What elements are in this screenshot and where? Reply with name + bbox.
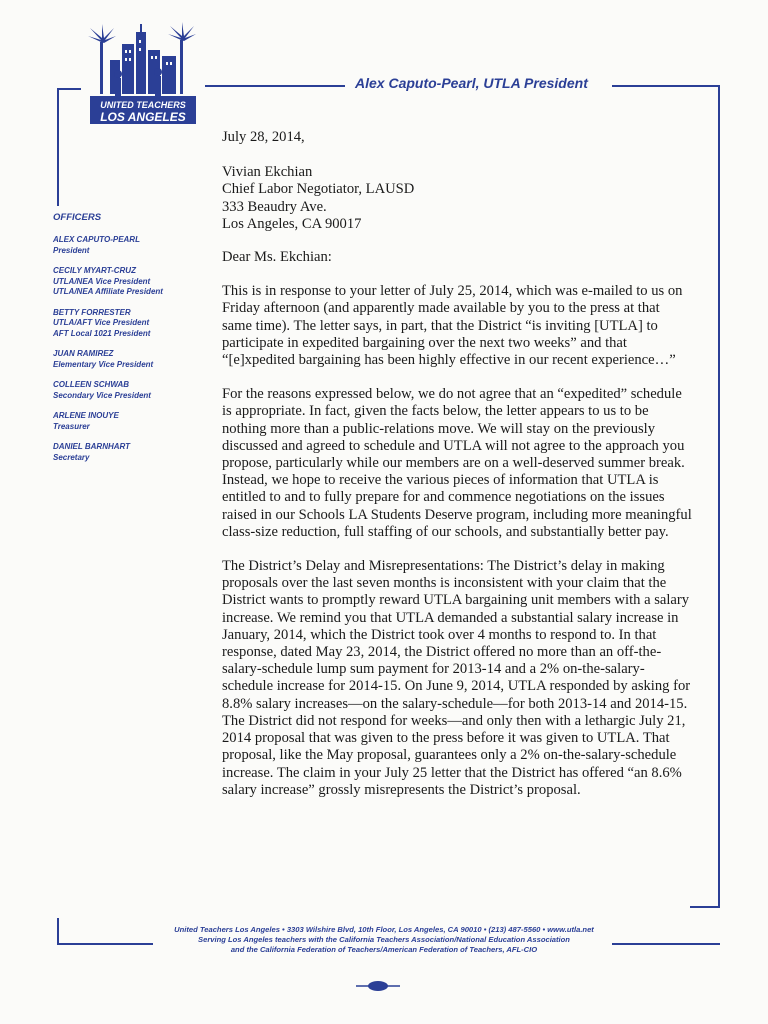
officer-title: UTLA/NEA Vice President xyxy=(53,276,151,286)
frame-top-right-rule xyxy=(612,85,720,87)
officer-name: JUAN RAMIREZ xyxy=(53,349,114,358)
officer-name: COLLEEN SCHWAB xyxy=(53,380,129,389)
utla-logo xyxy=(88,22,198,126)
officer-entry xyxy=(53,349,203,370)
frame-top-mid-rule xyxy=(205,85,345,87)
logo-text-line2: LOS ANGELES xyxy=(100,110,186,124)
letterhead-footer xyxy=(60,925,708,955)
recipient-title: Chief Labor Negotiator, LAUSD xyxy=(222,181,415,198)
officer-title: Elementary Vice President xyxy=(53,359,154,369)
officer-name: CECILY MYART-CRUZ xyxy=(53,266,136,275)
officer-entry xyxy=(53,411,203,432)
officers-sidebar xyxy=(53,212,203,473)
officer-title: UTLA/AFT Vice President xyxy=(53,318,150,327)
officer-entry xyxy=(53,442,203,463)
address-line2: Los Angeles, CA 90017 xyxy=(222,215,362,232)
letter-date: July 28, 2014, xyxy=(222,129,305,145)
salutation: Dear Ms. Ekchian: xyxy=(222,249,332,266)
paragraph-1: This is in response to your letter of July 25, 2014, which was e-mailed to us on Friday afternoon (and apparently made available by you to the press at that same time). The letter says, in part, that the District “is inviting [UTLA] to participate in expedited bargaining over the next two weeks” and that “[e]xpedited bargaining has been highly effective in our recent experience…” xyxy=(222,283,683,369)
officer-title: President xyxy=(53,245,90,255)
frame-right-vertical-rule xyxy=(718,85,720,907)
officer-title: AFT Local 1021 President xyxy=(53,328,151,338)
footer-address-line: United Teachers Los Angeles • 3303 Wilshire Blvd, 10th Floor, Los Angeles, CA 90010 • (213) 487-5560 • www.utla.net xyxy=(174,925,594,934)
officer-name: BETTY FORRESTER xyxy=(53,307,131,317)
frame-bottom-right-rule xyxy=(690,906,720,908)
officer-list xyxy=(53,235,203,463)
officer-name: ARLENE INOUYE xyxy=(53,411,119,420)
officer-title: Secretary xyxy=(53,452,90,462)
officer-entry xyxy=(53,308,203,340)
officer-title: Treasurer xyxy=(53,421,90,431)
officers-heading: OFFICERS xyxy=(53,212,102,223)
officer-name: ALEX CAPUTO-PEARL xyxy=(53,235,140,244)
frame-left-vertical-rule xyxy=(57,88,59,206)
recipient-address-block xyxy=(222,164,692,233)
paragraph-2: For the reasons expressed below, we do not agree that an “expedited” schedule is appropriate. In fact, given the facts below, the letter appears to us to be nothing more than a public-relations move. We will stay on the previously discussed and agreed to schedule and UTLA will not agree to the approach you propose, particularly while our members are on a well-deserved summer break. Instead, we hope to receive the various pieces of information that UTLA is entitled to and to fully prepare for and commence negotiations on the issues raised in our Schools LA Students Deserve program, including more meaningful class-size reduction, full staffing of our schools, and substantially better pay. xyxy=(222,386,692,540)
officer-entry xyxy=(53,380,203,401)
frame-bottom-left-vertical-rule xyxy=(57,918,59,944)
union-bug-icon xyxy=(356,979,400,993)
logo-text-line1: UNITED TEACHERS xyxy=(100,100,186,110)
recipient-name: Vivian Ekchian xyxy=(222,164,313,181)
footer-affiliation-line2: and the California Federation of Teachers/American Federation of Teachers, AFL-CIO xyxy=(230,945,538,954)
footer-affiliation-line1: Serving Los Angeles teachers with the California Teachers Association/National Education Association xyxy=(198,935,570,944)
officer-title: Secondary Vice President xyxy=(53,390,151,400)
officer-name: DANIEL BARNHART xyxy=(53,442,131,451)
paragraph-3: The District’s Delay and Misrepresentations: The District’s delay in making proposals over the last seven months is inconsistent with your claim that the District wants to promptly reward UTLA bargaining unit members with a salary increase. We remind you that UTLA demanded a substantial salary increase in January, 2014, which the District took over 4 months to respond to. In that response, dated May 23, 2014, the District offered no more than an off-the-salary-schedule lump sum payment for 2013-14 and a 2% on-the-salary-schedule increase for 2014-15. On June 9, 2014, UTLA responded by asking for 8.8% salary increases—on the salary-schedule—for both 2013-14 and 2014-15. The District did not respond for weeks—and only then with a lethargic July 21, 2014 proposal that was given to the press before it was given to UTLA. That proposal, like the May proposal, guarantees only a 2% on-the-salary-schedule increase. The claim in your July 25 letter that the District has offered “an 8.6% salary increase” grossly misrepresents the District’s proposal. xyxy=(222,558,691,798)
frame-top-left-rule xyxy=(57,88,81,90)
letter-body xyxy=(222,129,692,816)
president-title: Alex Caputo-Pearl, UTLA President xyxy=(355,75,588,91)
officer-entry xyxy=(53,266,203,298)
officer-title: UTLA/NEA Affiliate President xyxy=(53,287,163,296)
address-line1: 333 Beaudry Ave. xyxy=(222,198,327,215)
officer-entry xyxy=(53,235,203,256)
